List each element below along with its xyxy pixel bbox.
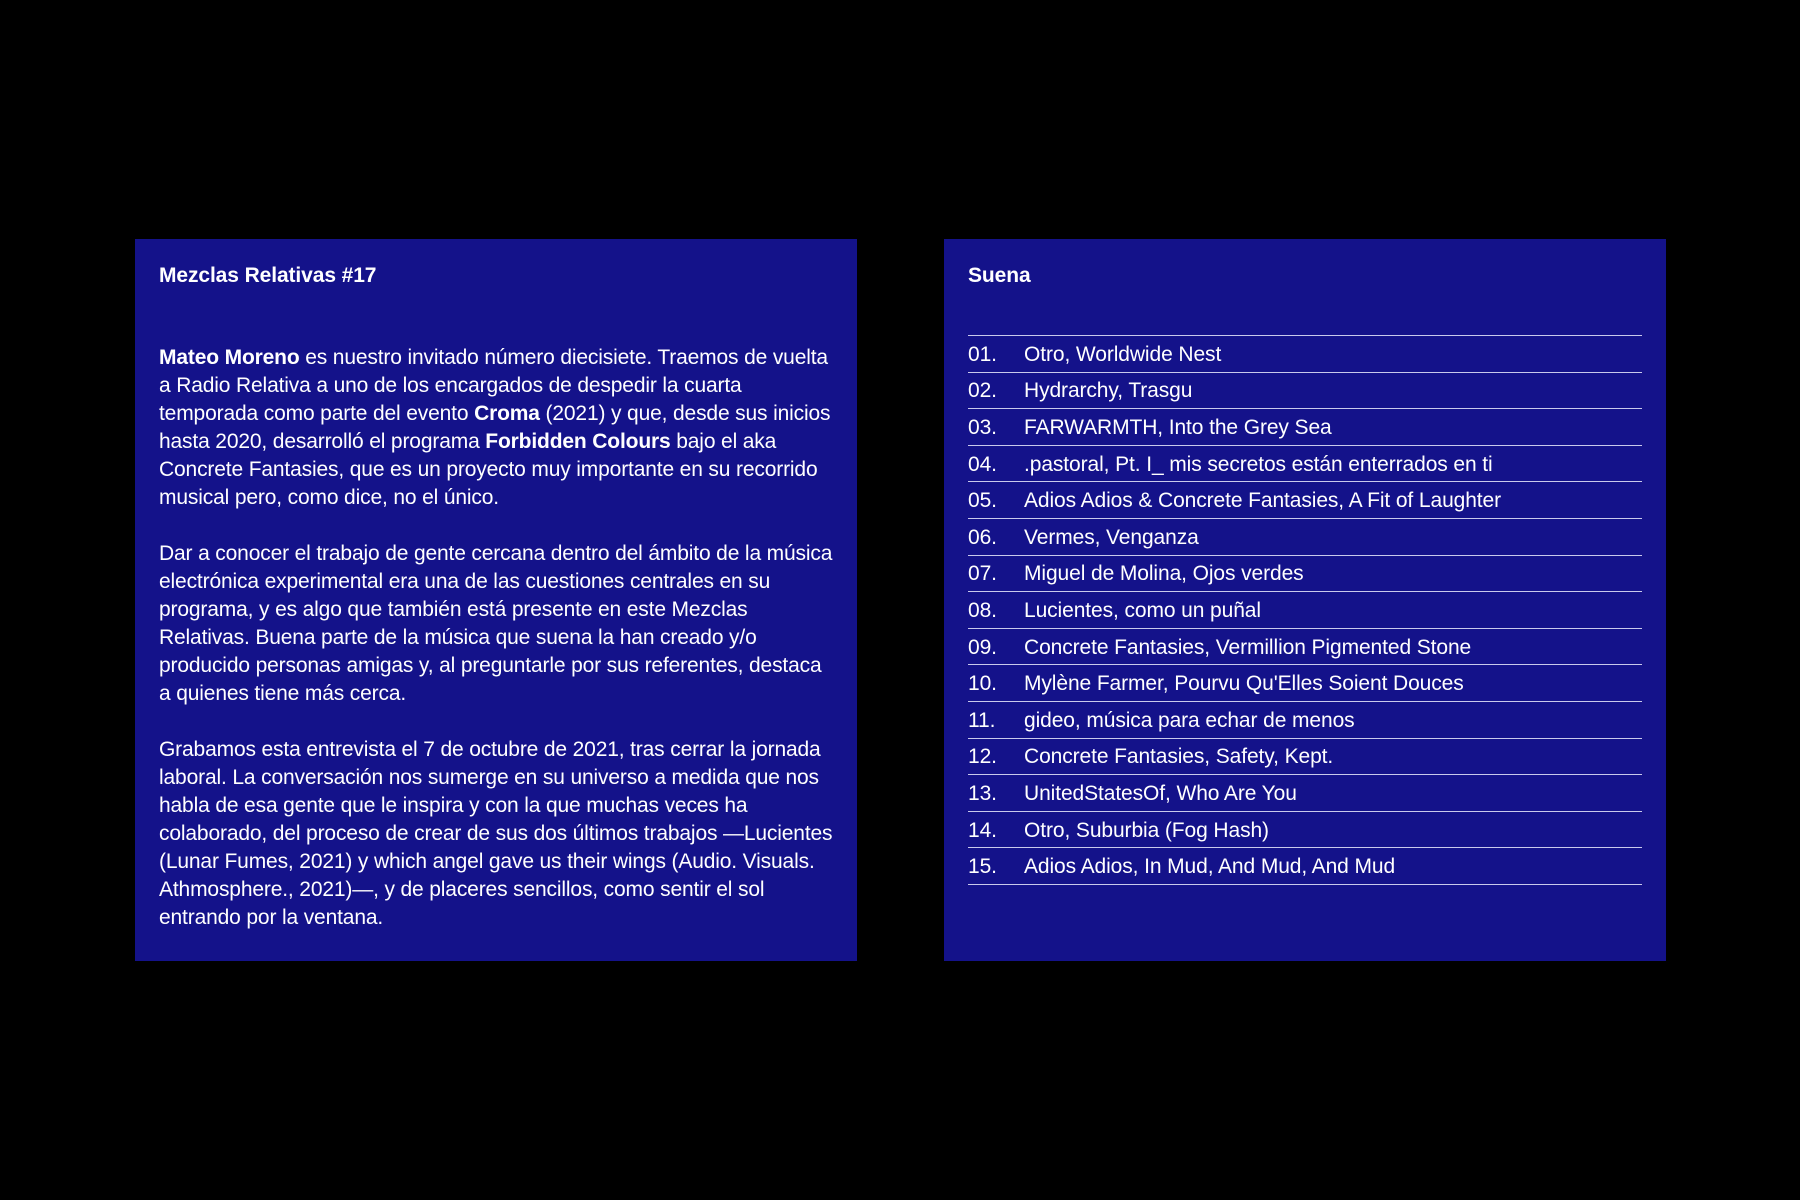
track-number: 12. xyxy=(968,745,997,769)
track-title: .pastoral, Pt. I_ mis secretos están enterrados en ti xyxy=(1024,452,1493,476)
track-number: 01. xyxy=(968,342,997,366)
track-row xyxy=(968,556,1642,593)
track-title: UnitedStatesOf, Who Are You xyxy=(1024,781,1297,805)
track-row xyxy=(968,665,1642,702)
track-row xyxy=(968,336,1642,373)
track-title: Vermes, Venganza xyxy=(1024,525,1199,549)
intro-text-1: es nuestro invitado número diecisiete. Traemos de vuelta a Radio Relativa a uno de los encargados de despedir la cuarta temporada como parte del evento xyxy=(159,346,828,425)
track-row xyxy=(968,848,1642,885)
track-number: 06. xyxy=(968,525,997,549)
track-row xyxy=(968,739,1642,776)
track-row xyxy=(968,812,1642,849)
track-row xyxy=(968,629,1642,666)
track-title: Hydrarchy, Trasgu xyxy=(1024,379,1193,403)
track-row xyxy=(968,373,1642,410)
episode-article xyxy=(159,344,833,932)
track-number: 02. xyxy=(968,379,997,403)
episode-title: Mezclas Relativas #17 xyxy=(159,264,377,287)
tracklist-title: Suena xyxy=(968,264,1031,287)
track-row xyxy=(968,446,1642,483)
tracklist xyxy=(968,335,1642,885)
track-title: Adios Adios & Concrete Fantasies, A Fit of Laughter xyxy=(1024,489,1502,513)
guest-name: Mateo Moreno xyxy=(159,346,300,369)
interview-paragraph: Grabamos esta entrevista el 7 de octubre de 2021, tras cerrar la jornada laboral. La conversación nos sumerge en su universo a medida que nos habla de esa gente que le inspira y con la que muchas veces ha colaborado, del proceso de crear de sus dos últimos trabajos —Lucientes (Lunar Fumes, 2021) y which angel gave us their wings (Audio. Visuals. Athmosphere., 2021)—, y de placeres sencillos, como sentir el sol entrando por la ventana. xyxy=(159,738,833,929)
intro-paragraph xyxy=(159,344,833,512)
program-name: Forbidden Colours xyxy=(485,430,671,453)
track-title: Mylène Farmer, Pourvu Qu'Elles Soient Douces xyxy=(1024,672,1464,696)
track-title: gideo, música para echar de menos xyxy=(1024,708,1355,732)
track-row xyxy=(968,409,1642,446)
track-title: Adios Adios, In Mud, And Mud, And Mud xyxy=(1024,855,1396,879)
track-number: 15. xyxy=(968,855,997,879)
track-row xyxy=(968,702,1642,739)
track-number: 05. xyxy=(968,489,997,513)
track-number: 07. xyxy=(968,562,997,586)
track-number: 08. xyxy=(968,598,997,622)
track-row xyxy=(968,775,1642,812)
intro-text-3: bajo el aka Concrete Fantasies, que es un proyecto muy importante en su recorrido musical pero, como dice, no el único. xyxy=(159,430,818,509)
intro-text-2: (2021) y que, desde sus inicios hasta 2020, desarrolló el programa xyxy=(159,402,831,453)
tracklist-panel xyxy=(944,239,1666,961)
episode-description-panel xyxy=(135,239,857,961)
track-number: 14. xyxy=(968,818,997,842)
track-row xyxy=(968,482,1642,519)
event-name: Croma xyxy=(474,402,540,425)
track-title: Lucientes, como un puñal xyxy=(1024,598,1261,622)
track-title: Concrete Fantasies, Vermillion Pigmented Stone xyxy=(1024,635,1472,659)
track-number: 10. xyxy=(968,672,997,696)
track-number: 09. xyxy=(968,635,997,659)
track-row xyxy=(968,519,1642,556)
track-title: Miguel de Molina, Ojos verdes xyxy=(1024,562,1304,586)
track-number: 04. xyxy=(968,452,997,476)
track-title: Otro, Suburbia (Fog Hash) xyxy=(1024,818,1269,842)
track-number: 13. xyxy=(968,781,997,805)
context-paragraph: Dar a conocer el trabajo de gente cercana dentro del ámbito de la música electrónica experimental era una de las cuestiones centrales en su programa, y es algo que también está presente en este Mezclas Relativas. Buena parte de la música que suena la han creado y/o producido personas amigas y, al preguntarle por sus referentes, destaca a quienes tiene más cerca. xyxy=(159,542,833,705)
track-title: Concrete Fantasies, Safety, Kept. xyxy=(1024,745,1334,769)
track-number: 11. xyxy=(968,708,996,732)
track-number: 03. xyxy=(968,415,997,439)
track-title: Otro, Worldwide Nest xyxy=(1024,342,1222,366)
track-title: FARWARMTH, Into the Grey Sea xyxy=(1024,415,1332,439)
track-row xyxy=(968,592,1642,629)
